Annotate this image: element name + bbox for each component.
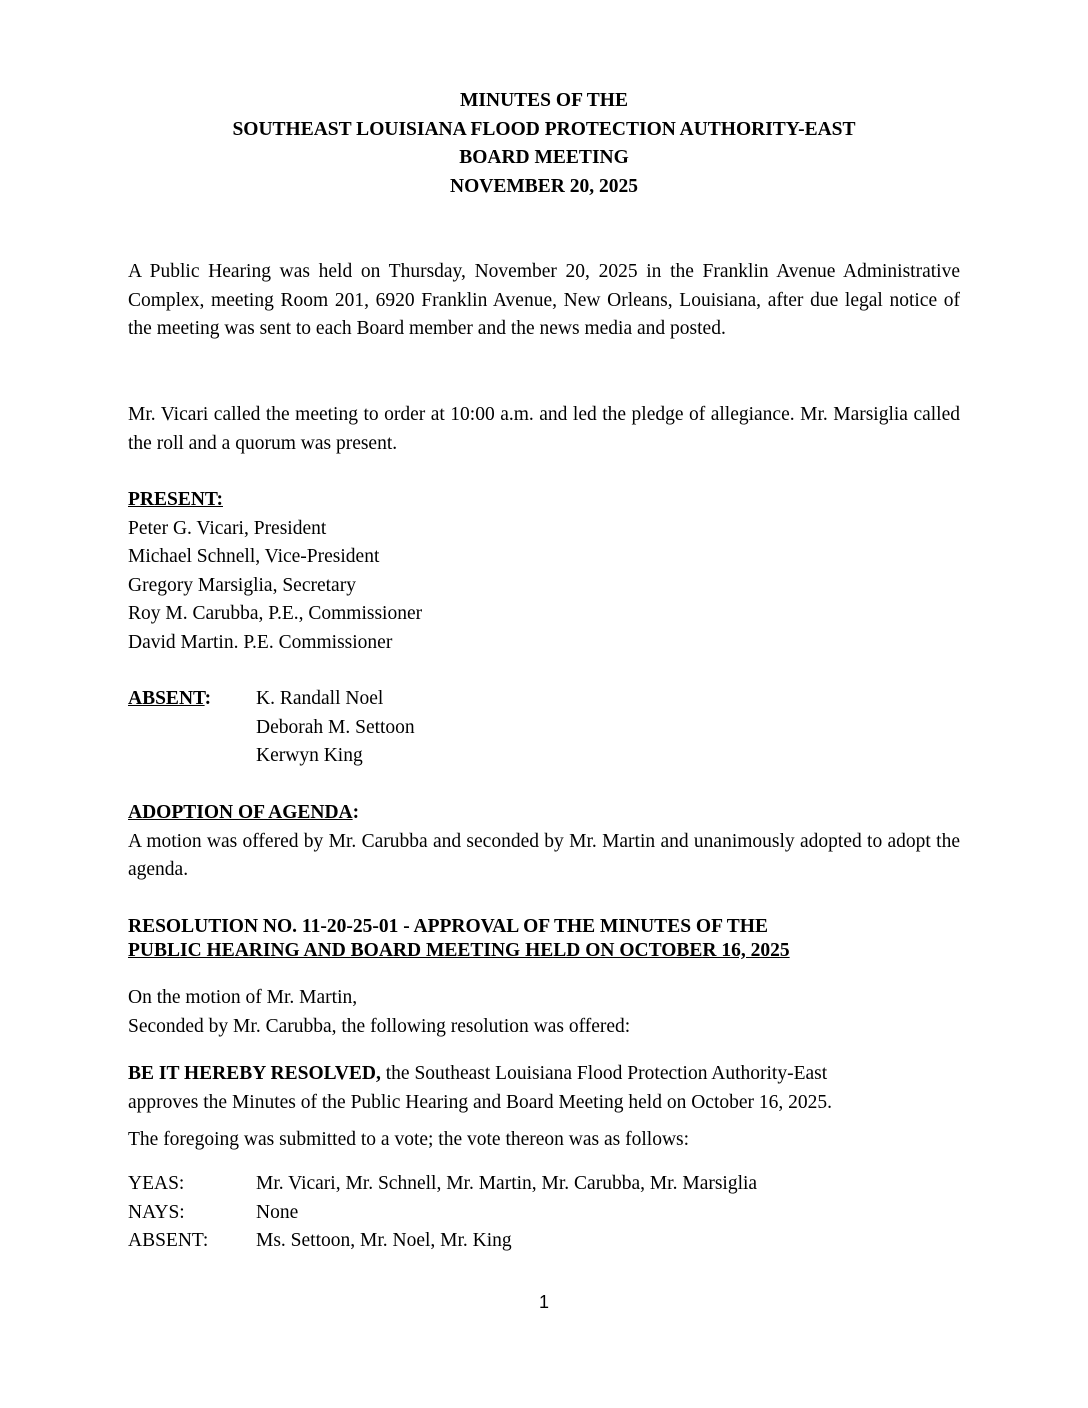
second-text: Seconded by Mr. Carubba, the following resolution was offered: (128, 1015, 631, 1037)
adoption-section (128, 799, 960, 885)
page-number: 1 (538, 1292, 549, 1312)
call-to-order-paragraph: Mr. Vicari called the meeting to order at 10:00 a.m. and led the pledge of allegiance. Mr. Marsiglia called the roll and a quorum was present. (128, 404, 960, 454)
present-member: David Martin. P.E. Commissioner (128, 631, 393, 653)
resolution-heading-line1: RESOLUTION NO. 11-20-25-01 - APPROVAL OF THE MINUTES OF THE (128, 916, 768, 937)
vote-row (128, 1227, 960, 1256)
intro-paragraph: A Public Hearing was held on Thursday, November 20, 2025 in the Franklin Avenue Administrative Complex, meeting Room 201, 6920 Franklin Avenue, New Orleans, Louisiana, after due legal notice of the meeting was sent to each Board member and the news media and posted. (128, 261, 960, 339)
present-member: Michael Schnell, Vice-President (128, 546, 380, 567)
resolved-line2: approves the Minutes of the Public Hearing and Board Meeting held on October 16, 2025. (128, 1091, 833, 1113)
resolution-heading (128, 915, 960, 963)
vote-intro: The foregoing was submitted to a vote; the vote thereon was as follows: (128, 1129, 690, 1150)
absent-section (128, 685, 960, 771)
absent-member: Kerwyn King (256, 745, 363, 766)
adoption-text: A motion was offered by Mr. Carubba and seconded by Mr. Martin and unanimously adopted to adopt the agenda. (128, 830, 960, 880)
present-member: Peter G. Vicari, President (128, 517, 327, 539)
vote-value: Ms. Settoon, Mr. Noel, Mr. King (256, 1230, 512, 1251)
resolved-line1: the Southeast Louisiana Flood Protection Authority-East (380, 1063, 828, 1084)
resolution-heading-line2: PUBLIC HEARING AND BOARD MEETING HELD ON OCTOBER 16, 2025 (128, 940, 790, 961)
vote-label: ABSENT: (128, 1230, 209, 1251)
absent-heading: ABSENT (128, 688, 205, 709)
vote-row (128, 1199, 960, 1228)
adoption-heading: ADOPTION OF AGENDA (128, 802, 353, 823)
vote-value: None (256, 1201, 299, 1223)
vote-row (128, 1170, 960, 1199)
title-line: MINUTES OF THE (460, 90, 628, 111)
absent-member: K. Randall Noel (256, 688, 384, 709)
title-line: BOARD MEETING (459, 147, 629, 168)
present-member: Gregory Marsiglia, Secretary (128, 574, 356, 596)
absent-member: Deborah M. Settoon (256, 716, 415, 738)
present-member: Roy M. Carubba, P.E., Commissioner (128, 603, 423, 624)
title-line: NOVEMBER 20, 2025 (450, 175, 638, 197)
present-heading: PRESENT: (128, 489, 223, 510)
resolved-bold: BE IT HEREBY RESOLVED, (128, 1063, 381, 1084)
title-line: SOUTHEAST LOUISIANA FLOOD PROTECTION AUTHORITY-EAST (232, 118, 856, 140)
motion-text: On the motion of Mr. Martin, (128, 987, 358, 1008)
vote-table (128, 1170, 960, 1256)
present-section (128, 486, 960, 657)
motion-block (128, 984, 960, 1041)
vote-label: YEAS: (128, 1173, 185, 1194)
resolved-block (128, 1060, 960, 1117)
vote-label: NAYS: (128, 1201, 185, 1223)
absent-colon: : (204, 688, 212, 709)
document-title (0, 87, 1088, 201)
adoption-colon: : (352, 802, 360, 823)
vote-value: Mr. Vicari, Mr. Schnell, Mr. Martin, Mr. Carubba, Mr. Marsiglia (256, 1173, 758, 1194)
